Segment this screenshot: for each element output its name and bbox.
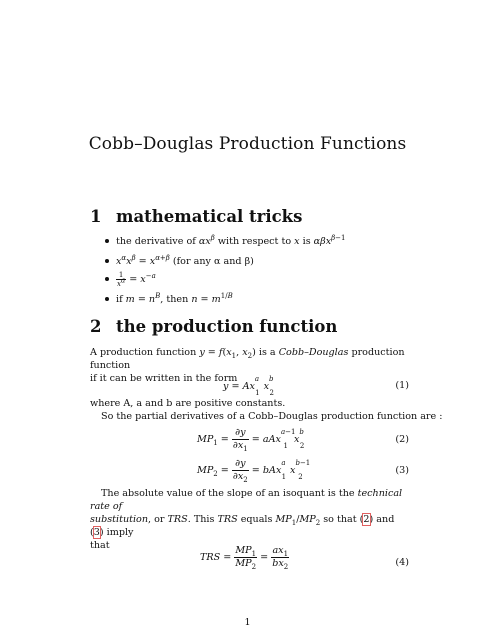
equation-4: TRS = $\frac{MP_1}{MP_2}$ = $\frac{ax_1}{bx_2}$: [200, 545, 289, 571]
paragraph: The absolute value of the slope of an isoquant is the technical rate of substitution, or TRS. This TRS equals $MP_1/MP_2$ so that (2) and (3) imply that: [90, 488, 403, 551]
section-number: 1: [90, 207, 102, 226]
bullet-icon: [105, 259, 109, 263]
equation-ref-link[interactable]: 3: [93, 527, 100, 538]
paragraph: A production function $y = f(x_1$, $x_2$) is a Cobb–Douglas production function if it can be written in the form: [90, 347, 405, 384]
equation-number: (2): [395, 434, 409, 445]
equation-number: (3): [395, 465, 409, 476]
list-item: if $m = n^B$, then $n = m^{1/B}$: [105, 294, 233, 305]
equation-number: (1): [395, 380, 409, 391]
equation-ref-link[interactable]: 2: [363, 514, 370, 525]
section-heading-2: [90, 317, 337, 336]
list-item: $\frac{1}{x^a}$ = $x^{-a}$: [105, 271, 156, 288]
bullet-icon: [105, 277, 109, 281]
equation-3: $MP_2$ = $\frac{\partial y}{\partial x_2}$ = $bAx^a_1x^{b-1}_2$: [197, 458, 311, 484]
section-heading-1: [90, 207, 302, 226]
page-title: Cobb–Douglas Production Functions: [88, 134, 407, 154]
page-number: 1: [244, 617, 251, 628]
section-title: mathematical tricks: [116, 207, 303, 226]
paragraph: where A, a and b are positive constants.: [90, 398, 286, 409]
bullet-icon: [105, 239, 109, 243]
list-item: $x^\alpha x^\beta = x^{\alpha+\beta}$ (for any α and β): [105, 256, 254, 267]
equation-1: $y = Ax^a_1x^b_2$: [223, 374, 274, 397]
equation-2: $MP_1$ = $\frac{\partial y}{\partial x_1}$ = $aAx^{a-1}_1x^b_2$: [197, 427, 305, 453]
equation-number: (4): [395, 557, 409, 568]
bullet-icon: [105, 297, 109, 301]
section-title: the production function: [116, 317, 338, 336]
list-item: the derivative of $\alpha x^\beta$ with respect to x is αβx$^{\beta-1}$: [105, 236, 345, 247]
paragraph: So the partial derivatives of a Cobb–Douglas production function are :: [101, 411, 443, 422]
section-number: 2: [90, 317, 102, 336]
